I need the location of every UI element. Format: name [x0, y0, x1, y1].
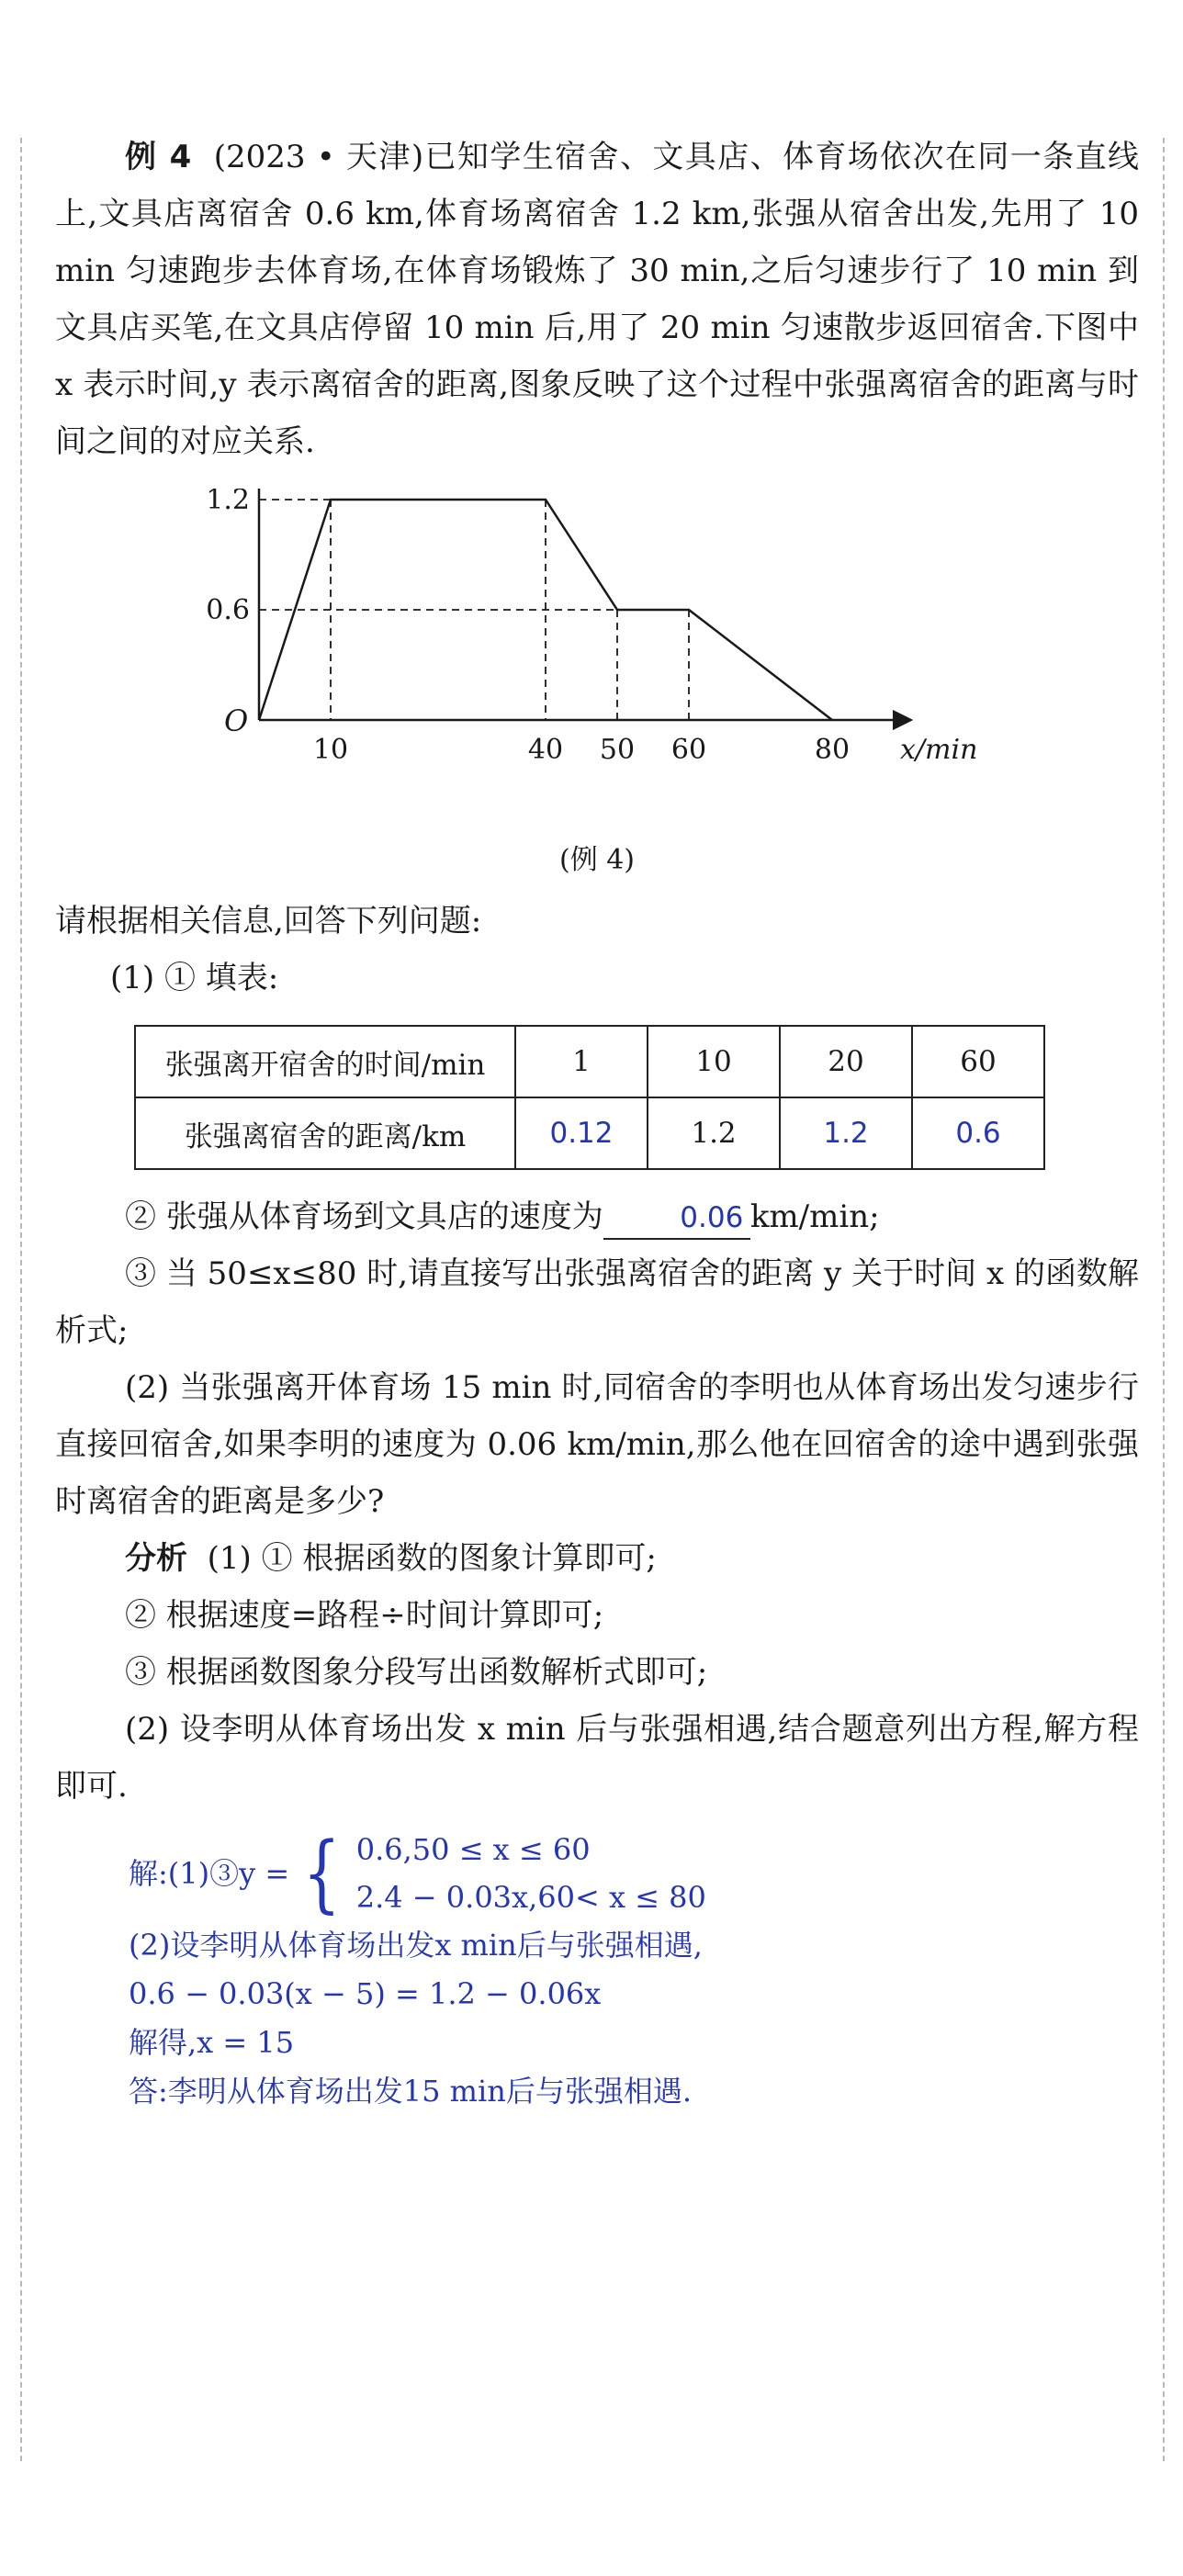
distance-time-chart — [55, 489, 1139, 838]
analysis-line-2: ② 根据速度=路程÷时间计算即可; — [125, 1597, 604, 1634]
solution-equation: 0.6 − 0.03(x − 5) = 1.2 − 0.06x — [129, 1976, 602, 2011]
solution-line-2: (2)设李明从体育场出发x min后与张强相遇, — [129, 1928, 703, 1963]
question-1-1: (1) ① 填表: — [110, 960, 279, 996]
table-row-time — [135, 1026, 1044, 1097]
solution-answer: 答:李明从体育场出发15 min后与张强相遇. — [129, 2074, 693, 2109]
table-answer-cell: 0.12 — [515, 1097, 648, 1169]
x-tick-label: 50 — [599, 734, 636, 766]
piecewise-case-1: 0.6,50 ≤ x ≤ 60 — [355, 1832, 591, 1867]
problem-stem — [55, 129, 1139, 470]
y-tick-label: 0.6 — [206, 594, 250, 626]
fill-in-table — [134, 1025, 1045, 1170]
problem-stem-text: 已知学生宿舍、文具店、体育场依次在同一条直线上,文具店离宿舍 0.6 km,体育场离宿舍 1.2 km,张强从宿舍出发,先用了 10 min 匀速跑步去体育场,在体育场锻炼了 30 min,之后匀速步行了 10 min 到文具店买笔,在文具店停留 10 min 后,用了 20 min 匀速散步返回宿舍.下图中 x 表示时间,y 表示离宿舍的距离,图象反映了这个过程中张强离宿舍的距离与时间之间的对应关系. — [55, 139, 1140, 460]
analysis-line-1 — [55, 1530, 1139, 1587]
y-tick-label: 1.2 — [206, 489, 250, 516]
table-cell: 1 — [515, 1026, 648, 1097]
table-answer-cell: 0.6 — [912, 1097, 1044, 1169]
question-1-2 — [55, 1188, 1139, 1245]
document-body — [55, 129, 1139, 2116]
right-margin-dashed-line — [1163, 138, 1165, 2461]
x-axis-label: x/min — [900, 734, 978, 766]
figure-caption: (例 4) — [558, 844, 636, 876]
speed-answer-blank: 0.06 — [603, 1198, 750, 1240]
question-1-2-unit: km/min; — [749, 1198, 880, 1235]
question-prompt: 请根据相关信息,回答下列问题: — [55, 903, 482, 939]
analysis-line-4: (2) 设李明从体育场出发 x min 后与张强相遇,结合题意列出方程,解方程即可. — [55, 1711, 1139, 1805]
x-tick-label: 80 — [814, 734, 851, 766]
table-header-time: 张强离开宿舍的时间/min — [135, 1026, 515, 1097]
brace-icon: { — [302, 1824, 341, 1922]
piecewise-cases — [356, 1826, 706, 1921]
table-header-distance: 张强离宿舍的距离/km — [135, 1097, 515, 1169]
analysis-label: 分析 — [125, 1540, 187, 1577]
problem-label: 例 4 — [125, 139, 192, 175]
solution-prefix: 解:(1)③y = — [129, 1855, 290, 1891]
piecewise-case-2: 2.4 − 0.03x,60< x ≤ 80 — [355, 1880, 706, 1915]
table-cell: 60 — [912, 1026, 1044, 1097]
origin-label: O — [224, 703, 249, 738]
table-cell: 1.2 — [648, 1097, 780, 1169]
question-2: (2) 当张强离开体育场 15 min 时,同宿舍的李明也从体育场出发匀速步行直接回宿舍,如果李明的速度为 0.06 km/min,那么他在回宿舍的途中遇到张强时离宿舍的距离是多少? — [55, 1369, 1139, 1520]
question-1-2-text: ② 张强从体育场到文具店的速度为 — [125, 1198, 603, 1235]
analysis-line-1-text: (1) ① 根据函数的图象计算即可; — [207, 1540, 657, 1577]
distance-time-figure — [55, 489, 1139, 838]
left-margin-dashed-line — [20, 138, 22, 2461]
solution-result: 解得,x = 15 — [129, 2025, 295, 2060]
problem-source: (2023 • 天津) — [213, 139, 424, 175]
x-tick-label: 10 — [312, 734, 349, 766]
solution-piecewise — [129, 1826, 1139, 1921]
table-answer-cell: 1.2 — [780, 1097, 912, 1169]
x-tick-label: 60 — [670, 734, 707, 766]
table-row-distance — [135, 1097, 1044, 1169]
table-cell: 20 — [780, 1026, 912, 1097]
x-tick-label: 40 — [527, 734, 564, 766]
analysis-line-3: ③ 根据函数图象分段写出函数解析式即可; — [125, 1654, 708, 1691]
question-1-3: ③ 当 50≤x≤80 时,请直接写出张强离宿舍的距离 y 关于时间 x 的函数解析式; — [55, 1255, 1139, 1349]
table-cell: 10 — [648, 1026, 780, 1097]
